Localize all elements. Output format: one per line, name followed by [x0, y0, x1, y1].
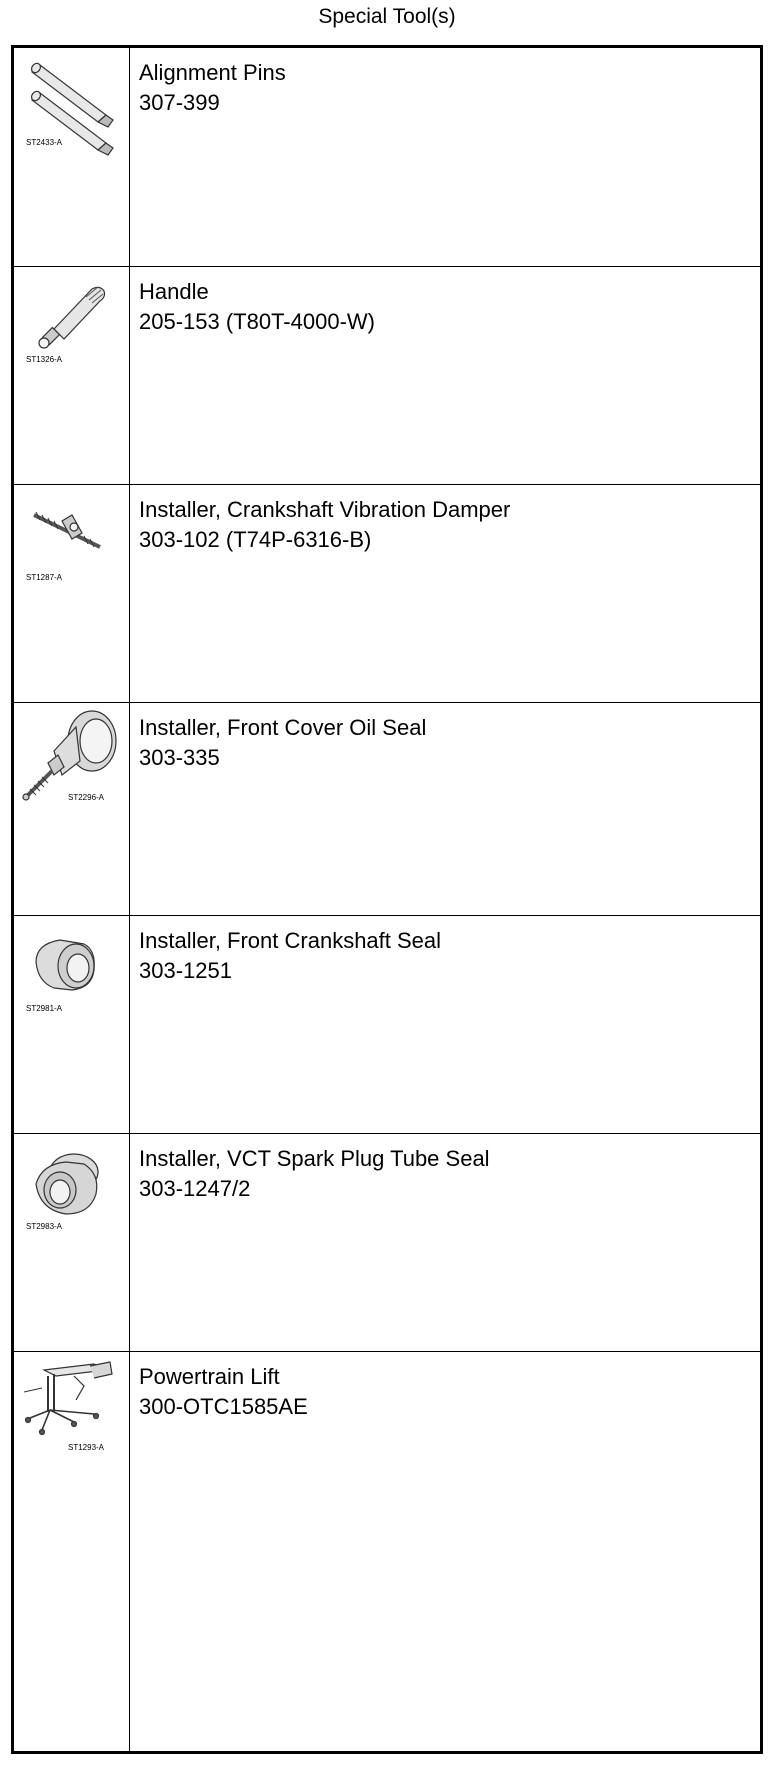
tool-name: Installer, Front Crankshaft Seal — [139, 928, 442, 953]
tool-number: 307-399 — [139, 90, 220, 115]
tool-image-cell — [14, 267, 130, 484]
powertrain-lift-icon — [14, 1352, 130, 1751]
tool-image-cell — [14, 703, 130, 915]
tool-row — [14, 485, 760, 703]
tool-description — [139, 277, 752, 337]
tool-name: Alignment Pins — [139, 60, 286, 85]
crankshaft-seal-installer-icon — [14, 916, 130, 1134]
tool-name: Installer, VCT Spark Plug Tube Seal — [139, 1146, 490, 1171]
tool-image-code: ST2433-A — [26, 138, 63, 147]
tool-name: Powertrain Lift — [139, 1364, 280, 1389]
damper-installer-icon — [14, 485, 130, 703]
tool-description — [139, 1362, 752, 1422]
tool-number: 303-335 — [139, 745, 220, 770]
tool-description — [139, 58, 752, 118]
tool-row — [14, 1134, 760, 1352]
tool-row — [14, 703, 760, 916]
tool-name: Handle — [139, 279, 209, 304]
tool-row — [14, 916, 760, 1134]
tool-name: Installer, Front Cover Oil Seal — [139, 715, 427, 740]
tool-image-code: ST1326-A — [26, 355, 63, 364]
special-tools-table — [11, 45, 763, 1754]
tool-image-cell — [14, 1134, 130, 1351]
alignment-pins-icon — [14, 48, 130, 267]
tool-row — [14, 1352, 760, 1751]
handle-icon — [14, 267, 130, 485]
tool-image-cell — [14, 48, 130, 266]
tool-row — [14, 267, 760, 485]
tool-number: 303-102 (T74P-6316-B) — [139, 527, 372, 552]
tool-number: 205-153 (T80T-4000-W) — [139, 309, 375, 334]
tool-description — [139, 1144, 752, 1204]
front-cover-seal-installer-icon — [14, 703, 130, 916]
vct-seal-installer-icon — [14, 1134, 130, 1352]
tool-image-code: ST2983-A — [26, 1222, 63, 1231]
tool-image-code: ST1287-A — [26, 573, 63, 582]
tool-image-cell — [14, 916, 130, 1133]
tool-description — [139, 713, 752, 773]
page-title: Special Tool(s) — [318, 5, 456, 28]
tool-image-cell — [14, 1352, 130, 1751]
tool-image-code: ST2981-A — [26, 1004, 63, 1013]
tool-row — [14, 48, 760, 267]
tool-description — [139, 926, 752, 986]
tool-number: 303-1247/2 — [139, 1176, 251, 1201]
tool-number: 303-1251 — [139, 958, 232, 983]
tool-description — [139, 495, 752, 555]
tool-image-cell — [14, 485, 130, 702]
tool-name: Installer, Crankshaft Vibration Damper — [139, 497, 511, 522]
tool-image-code: ST1293-A — [68, 1443, 105, 1452]
tool-image-code: ST2296-A — [68, 793, 105, 802]
tool-number: 300-OTC1585AE — [139, 1394, 308, 1419]
